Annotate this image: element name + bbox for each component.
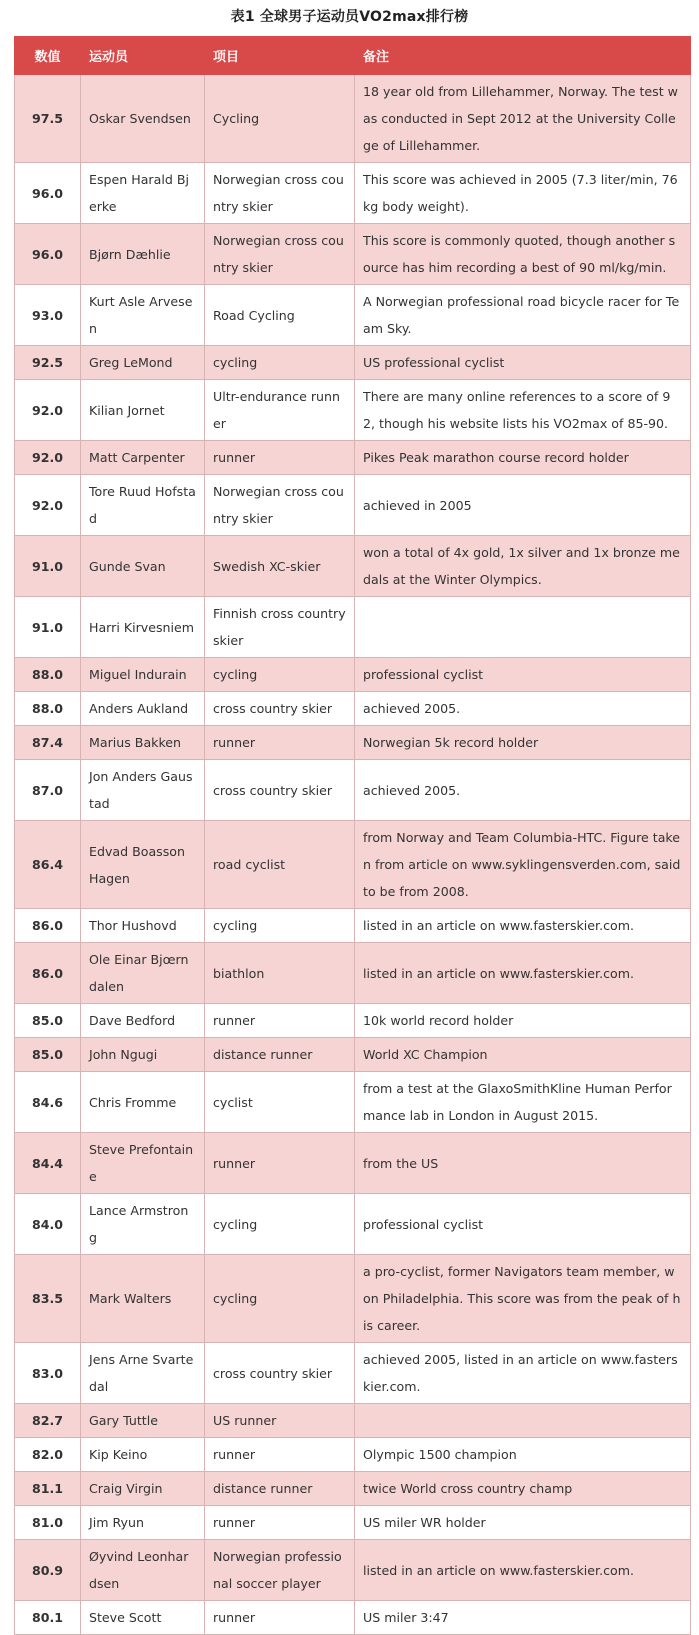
cell-athlete: Dave Bedford xyxy=(81,1004,205,1038)
cell-note: This score was achieved in 2005 (7.3 liter/min, 76 kg body weight). xyxy=(355,163,691,224)
table-row xyxy=(15,285,691,346)
table-row xyxy=(15,1072,691,1133)
header-athlete: 运动员 xyxy=(81,37,205,75)
cell-value: 86.4 xyxy=(15,821,81,909)
cell-sport: Swedish XC-skier xyxy=(205,536,355,597)
cell-value: 92.0 xyxy=(15,380,81,441)
cell-athlete: Mark Walters xyxy=(81,1255,205,1343)
cell-value: 83.0 xyxy=(15,1343,81,1404)
cell-note: achieved 2005. xyxy=(355,692,691,726)
cell-sport: Ultr-endurance runner xyxy=(205,380,355,441)
cell-sport: Road Cycling xyxy=(205,285,355,346)
cell-sport: Norwegian cross country skier xyxy=(205,163,355,224)
cell-athlete: Steve Scott xyxy=(81,1601,205,1635)
cell-sport: cycling xyxy=(205,658,355,692)
cell-sport: Norwegian cross country skier xyxy=(205,224,355,285)
cell-note: professional cyclist xyxy=(355,658,691,692)
cell-note: Pikes Peak marathon course record holder xyxy=(355,441,691,475)
cell-sport: Finnish cross country skier xyxy=(205,597,355,658)
table-row xyxy=(15,909,691,943)
cell-sport: runner xyxy=(205,1004,355,1038)
cell-athlete: Miguel Indurain xyxy=(81,658,205,692)
cell-athlete: Harri Kirvesniem xyxy=(81,597,205,658)
cell-note: US professional cyclist xyxy=(355,346,691,380)
table-row xyxy=(15,1004,691,1038)
cell-athlete: Edvad Boasson Hagen xyxy=(81,821,205,909)
table-row xyxy=(15,1438,691,1472)
cell-athlete: Gary Tuttle xyxy=(81,1404,205,1438)
cell-note: achieved 2005. xyxy=(355,760,691,821)
table-row xyxy=(15,726,691,760)
cell-athlete: John Ngugi xyxy=(81,1038,205,1072)
cell-note: achieved in 2005 xyxy=(355,475,691,536)
table-row xyxy=(15,1343,691,1404)
table-row xyxy=(15,1255,691,1343)
cell-athlete: Bjørn Dæhlie xyxy=(81,224,205,285)
cell-note: 10k world record holder xyxy=(355,1004,691,1038)
cell-value: 91.0 xyxy=(15,536,81,597)
cell-value: 84.6 xyxy=(15,1072,81,1133)
cell-value: 96.0 xyxy=(15,224,81,285)
cell-value: 82.0 xyxy=(15,1438,81,1472)
cell-sport: runner xyxy=(205,1438,355,1472)
table-row xyxy=(15,224,691,285)
cell-value: 85.0 xyxy=(15,1038,81,1072)
cell-athlete: Gunde Svan xyxy=(81,536,205,597)
table-row xyxy=(15,597,691,658)
cell-value: 96.0 xyxy=(15,163,81,224)
cell-value: 92.5 xyxy=(15,346,81,380)
cell-athlete: Craig Virgin xyxy=(81,1472,205,1506)
table-title: 表1 全球男子运动员VO2max排行榜 xyxy=(230,9,469,25)
cell-note: from the US xyxy=(355,1133,691,1194)
table-row xyxy=(15,75,691,163)
cell-sport: cross country skier xyxy=(205,692,355,726)
cell-athlete: Tore Ruud Hofstad xyxy=(81,475,205,536)
table-row xyxy=(15,1540,691,1601)
cell-value: 82.7 xyxy=(15,1404,81,1438)
cell-sport: Norwegian professional soccer player xyxy=(205,1540,355,1601)
table-row xyxy=(15,760,691,821)
cell-value: 80.9 xyxy=(15,1540,81,1601)
cell-note xyxy=(355,597,691,658)
cell-value: 87.4 xyxy=(15,726,81,760)
cell-athlete: Jim Ryun xyxy=(81,1506,205,1540)
cell-value: 84.0 xyxy=(15,1194,81,1255)
table-row xyxy=(15,658,691,692)
cell-note: 18 year old from Lillehammer, Norway. The test was conducted in Sept 2012 at the University College of Lillehammer. xyxy=(355,75,691,163)
cell-athlete: Jon Anders Gaustad xyxy=(81,760,205,821)
cell-athlete: Marius Bakken xyxy=(81,726,205,760)
table-row xyxy=(15,1404,691,1438)
table-row xyxy=(15,1601,691,1635)
table-row xyxy=(15,692,691,726)
cell-athlete: Øyvind Leonhardsen xyxy=(81,1540,205,1601)
cell-sport: distance runner xyxy=(205,1038,355,1072)
table-row xyxy=(15,821,691,909)
cell-note: Olympic 1500 champion xyxy=(355,1438,691,1472)
cell-value: 86.0 xyxy=(15,943,81,1004)
cell-sport: cycling xyxy=(205,346,355,380)
cell-athlete: Kilian Jornet xyxy=(81,380,205,441)
cell-sport: runner xyxy=(205,1506,355,1540)
cell-note: a pro-cyclist, former Navigators team member, won Philadelphia. This score was from the peak of his career. xyxy=(355,1255,691,1343)
cell-note: A Norwegian professional road bicycle racer for Team Sky. xyxy=(355,285,691,346)
cell-sport: runner xyxy=(205,1601,355,1635)
cell-note: This score is commonly quoted, though another source has him recording a best of 90 ml/kg/min. xyxy=(355,224,691,285)
cell-note: from a test at the GlaxoSmithKline Human Performance lab in London in August 2015. xyxy=(355,1072,691,1133)
header-note: 备注 xyxy=(355,37,691,75)
cell-athlete: Jens Arne Svartedal xyxy=(81,1343,205,1404)
cell-sport: distance runner xyxy=(205,1472,355,1506)
cell-sport: road cyclist xyxy=(205,821,355,909)
cell-sport: runner xyxy=(205,726,355,760)
table-row xyxy=(15,1133,691,1194)
table-row xyxy=(15,380,691,441)
cell-sport: US runner xyxy=(205,1404,355,1438)
cell-sport: Norwegian cross country skier xyxy=(205,475,355,536)
cell-note: listed in an article on www.fasterskier.com. xyxy=(355,1540,691,1601)
cell-sport: cyclist xyxy=(205,1072,355,1133)
cell-sport: cross country skier xyxy=(205,1343,355,1404)
cell-sport: cycling xyxy=(205,909,355,943)
table-row xyxy=(15,1038,691,1072)
cell-note xyxy=(355,1404,691,1438)
cell-sport: runner xyxy=(205,1133,355,1194)
cell-value: 80.1 xyxy=(15,1601,81,1635)
cell-note: US miler WR holder xyxy=(355,1506,691,1540)
table-row xyxy=(15,475,691,536)
cell-athlete: Kip Keino xyxy=(81,1438,205,1472)
cell-sport: biathlon xyxy=(205,943,355,1004)
table-row xyxy=(15,1472,691,1506)
cell-note: won a total of 4x gold, 1x silver and 1x bronze medals at the Winter Olympics. xyxy=(355,536,691,597)
vo2max-ranking-table xyxy=(14,36,691,1635)
cell-sport: cycling xyxy=(205,1194,355,1255)
cell-note: US miler 3:47 xyxy=(355,1601,691,1635)
cell-athlete: Oskar Svendsen xyxy=(81,75,205,163)
cell-value: 85.0 xyxy=(15,1004,81,1038)
cell-athlete: Anders Aukland xyxy=(81,692,205,726)
cell-note: twice World cross country champ xyxy=(355,1472,691,1506)
cell-athlete: Ole Einar Bjœrndalen xyxy=(81,943,205,1004)
table-row xyxy=(15,1506,691,1540)
table-row xyxy=(15,441,691,475)
cell-note: listed in an article on www.fasterskier.com. xyxy=(355,909,691,943)
cell-athlete: Greg LeMond xyxy=(81,346,205,380)
cell-value: 88.0 xyxy=(15,692,81,726)
table-row xyxy=(15,346,691,380)
cell-value: 91.0 xyxy=(15,597,81,658)
cell-athlete: Matt Carpenter xyxy=(81,441,205,475)
cell-note: professional cyclist xyxy=(355,1194,691,1255)
cell-value: 92.0 xyxy=(15,475,81,536)
table-header-row xyxy=(15,37,691,75)
cell-note: Norwegian 5k record holder xyxy=(355,726,691,760)
cell-note: World XC Champion xyxy=(355,1038,691,1072)
cell-note: listed in an article on www.fasterskier.com. xyxy=(355,943,691,1004)
cell-value: 83.5 xyxy=(15,1255,81,1343)
cell-sport: cycling xyxy=(205,1255,355,1343)
header-sport: 项目 xyxy=(205,37,355,75)
cell-value: 92.0 xyxy=(15,441,81,475)
cell-value: 93.0 xyxy=(15,285,81,346)
cell-note: from Norway and Team Columbia-HTC. Figure taken from article on www.syklingensverden.com, said to be from 2008. xyxy=(355,821,691,909)
table-row xyxy=(15,1194,691,1255)
header-value: 数值 xyxy=(15,37,81,75)
cell-athlete: Thor Hushovd xyxy=(81,909,205,943)
cell-value: 87.0 xyxy=(15,760,81,821)
cell-value: 97.5 xyxy=(15,75,81,163)
cell-note: There are many online references to a score of 92, though his website lists his VO2max of 85-90. xyxy=(355,380,691,441)
cell-sport: Cycling xyxy=(205,75,355,163)
table-row xyxy=(15,943,691,1004)
table-row xyxy=(15,163,691,224)
cell-sport: cross country skier xyxy=(205,760,355,821)
table-row xyxy=(15,536,691,597)
cell-note: achieved 2005, listed in an article on www.fasterskier.com. xyxy=(355,1343,691,1404)
cell-athlete: Espen Harald Bjerke xyxy=(81,163,205,224)
cell-value: 81.0 xyxy=(15,1506,81,1540)
cell-athlete: Steve Prefontaine xyxy=(81,1133,205,1194)
cell-value: 86.0 xyxy=(15,909,81,943)
cell-athlete: Kurt Asle Arvesen xyxy=(81,285,205,346)
cell-athlete: Chris Fromme xyxy=(81,1072,205,1133)
cell-sport: runner xyxy=(205,441,355,475)
cell-value: 81.1 xyxy=(15,1472,81,1506)
cell-value: 84.4 xyxy=(15,1133,81,1194)
cell-value: 88.0 xyxy=(15,658,81,692)
cell-athlete: Lance Armstrong xyxy=(81,1194,205,1255)
